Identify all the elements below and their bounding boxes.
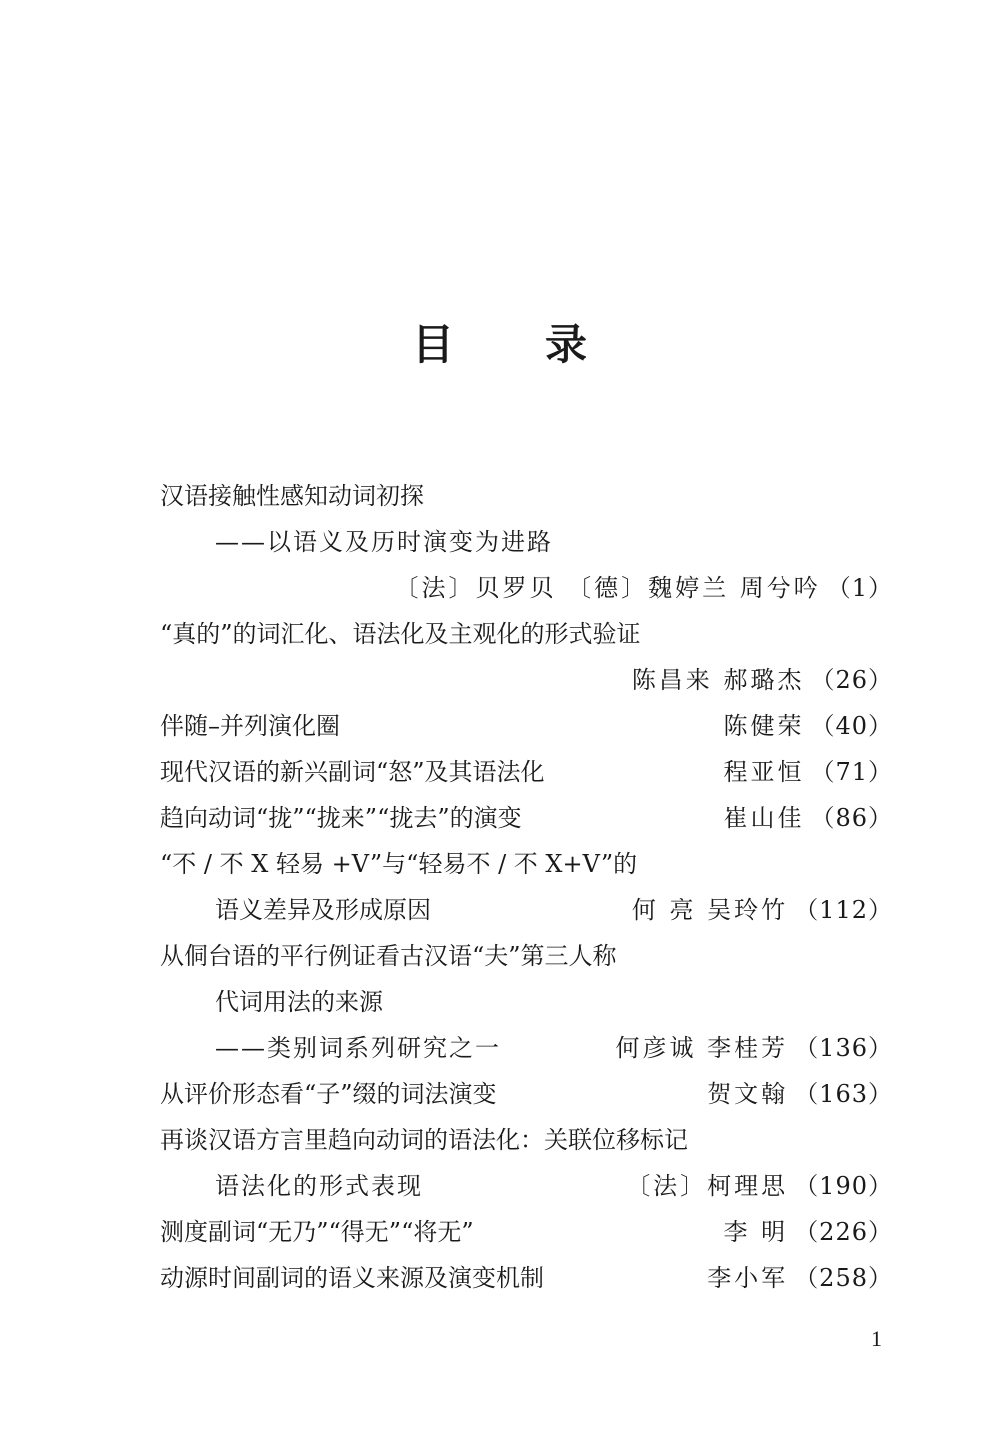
toc-entry-10-authors: 李 明 — [723, 1218, 789, 1246]
toc-entry-1-leader[interactable] — [215, 568, 893, 608]
toc-entry-2-authors: 陈昌来 郝璐杰 — [631, 666, 805, 694]
toc-entry-5[interactable] — [160, 798, 893, 838]
page-title — [0, 312, 1000, 372]
toc-entry-5-authors: 崔山佳 — [723, 804, 805, 832]
dot-leader — [509, 1028, 608, 1068]
toc-entry-3-authors: 陈健荣 — [723, 712, 805, 740]
toc-entry-9-page: （190） — [794, 1172, 893, 1200]
toc-entry-2-title[interactable]: “真的”的词汇化、语法化及主观化的形式验证 — [160, 620, 641, 648]
dot-leader — [553, 752, 716, 792]
toc-entry-8-authors: 贺文翰 — [707, 1080, 789, 1108]
toc-entry-10[interactable] — [160, 1212, 893, 1252]
toc-entry-6-leader[interactable] — [215, 890, 893, 930]
toc-entry-3-title: 伴随–并列演化圈 — [160, 712, 340, 740]
dot-leader — [223, 568, 386, 608]
page-number: 1 — [871, 1326, 882, 1351]
dot-leader — [431, 1166, 618, 1206]
toc-entry-4[interactable] — [160, 752, 893, 792]
toc-entry-6-page: （112） — [794, 896, 893, 924]
toc-entry-6-title-cont: 语义差异及形成原因 — [215, 896, 431, 924]
toc-entry-1-authors: 〔法〕贝罗贝 〔德〕魏婷兰 周兮吟 — [394, 574, 821, 602]
toc-entry-10-page: （226） — [794, 1218, 893, 1246]
toc-entry-11-title: 动源时间副词的语义来源及演变机制 — [160, 1264, 544, 1292]
dot-leader — [505, 1074, 700, 1114]
toc-entry-7-authors: 何彦诚 李桂芳 — [615, 1034, 789, 1062]
toc-entry-1-page: （1） — [826, 574, 893, 602]
toc-entry-4-authors: 程亚恒 — [723, 758, 805, 786]
toc-entry-6-title[interactable]: “不 / 不 X 轻易 +V”与“轻易不 / 不 X+V”的 — [160, 850, 638, 878]
toc-entry-7-subtitle: ——类别词系列研究之一 — [215, 1034, 501, 1062]
title-char-1: 目 — [411, 320, 455, 369]
dot-leader — [552, 1258, 699, 1298]
toc-entry-8-title: 从评价形态看“子”缀的词法演变 — [160, 1080, 497, 1108]
toc-entry-3-page: （40） — [810, 712, 893, 740]
toc-entry-8-page: （163） — [794, 1080, 893, 1108]
title-char-2: 录 — [545, 320, 589, 369]
dot-leader — [530, 798, 716, 838]
toc-entry-10-title: 测度副词“无乃”“得无”“将无” — [160, 1218, 474, 1246]
toc-entry-4-page: （71） — [810, 758, 893, 786]
toc-entry-2-page: （26） — [810, 666, 893, 694]
toc-entry-1-title[interactable]: 汉语接触性感知动词初探 — [160, 482, 424, 510]
toc-entry-7-title-cont: 代词用法的来源 — [215, 988, 383, 1016]
toc-entry-9-authors: 〔法〕柯理思 — [626, 1172, 789, 1200]
dot-leader — [223, 660, 624, 700]
toc-entry-11[interactable] — [160, 1258, 893, 1298]
toc-entry-2-leader[interactable] — [215, 660, 893, 700]
toc-entry-11-page: （258） — [794, 1264, 893, 1292]
toc-entry-7-page: （136） — [794, 1034, 893, 1062]
toc-entry-4-title: 现代汉语的新兴副词“怒”及其语法化 — [160, 758, 545, 786]
toc-entry-7-title[interactable]: 从侗台语的平行例证看古汉语“夫”第三人称 — [160, 942, 617, 970]
toc-entry-11-authors: 李小军 — [707, 1264, 789, 1292]
toc-entry-5-page: （86） — [810, 804, 893, 832]
toc-entry-5-title: 趋向动词“拢”“拢来”“拢去”的演变 — [160, 804, 522, 832]
toc-entry-6-authors: 何 亮 吴玲竹 — [631, 896, 789, 924]
dot-leader — [482, 1212, 716, 1252]
toc-entry-3[interactable] — [160, 706, 893, 746]
toc-entry-7-leader[interactable] — [215, 1028, 893, 1068]
toc-entry-9-leader[interactable] — [215, 1166, 893, 1206]
toc-entry-9-title[interactable]: 再谈汉语方言里趋向动词的语法化：关联位移标记 — [160, 1126, 688, 1154]
dot-leader — [439, 890, 624, 930]
dot-leader — [348, 706, 715, 746]
toc-entry-8[interactable] — [160, 1074, 893, 1114]
toc-entry-1-subtitle: ——以语义及历时演变为进路 — [215, 528, 553, 556]
toc-entry-9-title-cont: 语法化的形式表现 — [215, 1172, 423, 1200]
